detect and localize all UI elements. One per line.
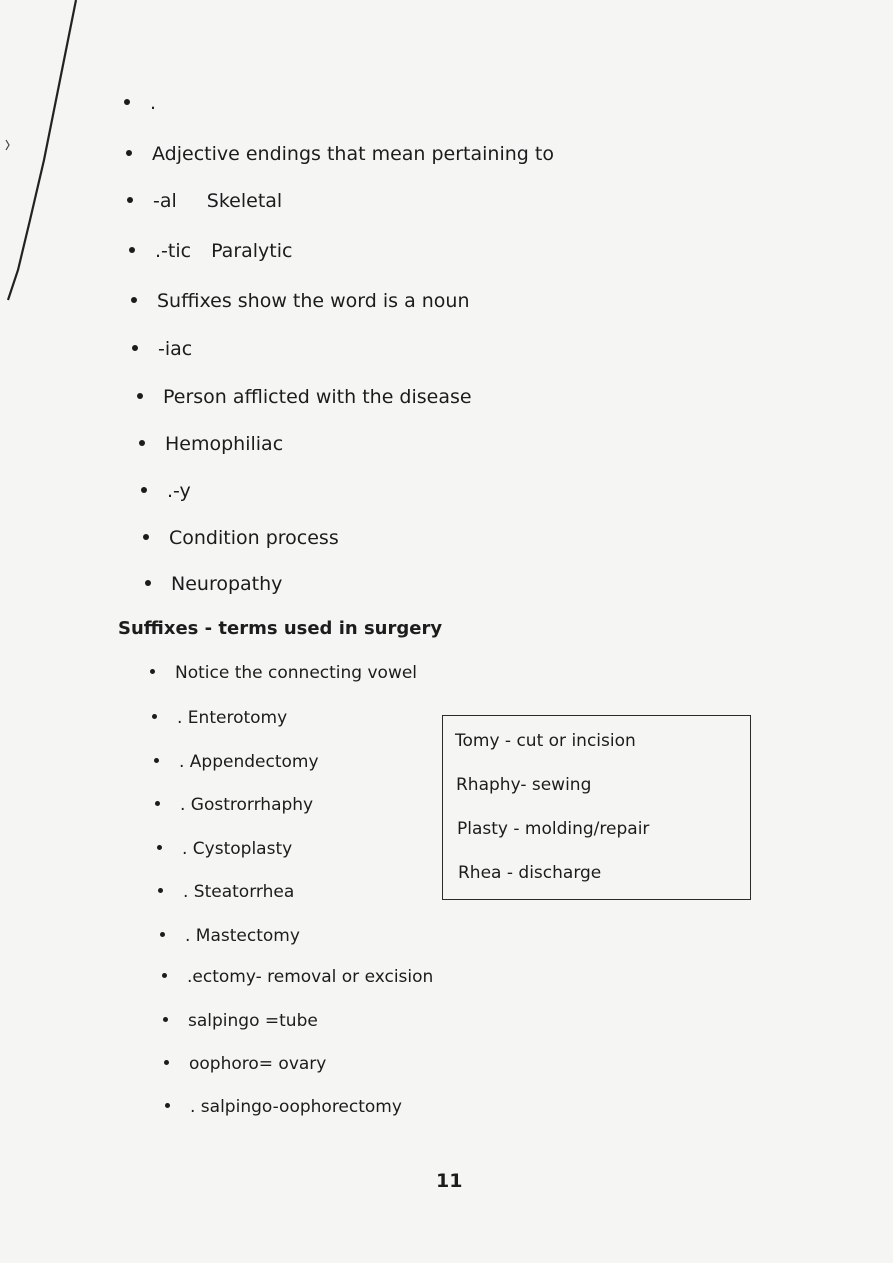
- bullet-icon: [137, 393, 143, 399]
- list-item: [158, 881, 294, 903]
- list-item-text: Hemophiliac: [165, 433, 284, 455]
- bullet-icon: [155, 801, 160, 806]
- list-item: [154, 751, 319, 773]
- bullet-icon: [139, 440, 145, 446]
- list-item: [139, 432, 283, 456]
- bullet-icon: [154, 758, 159, 763]
- list-item: [143, 526, 339, 550]
- list-item: [131, 289, 470, 313]
- list-item-text: .: [150, 92, 157, 114]
- list-item: [129, 239, 292, 263]
- list-item-text: . Steatorrhea: [183, 882, 295, 902]
- list-item: [141, 479, 191, 503]
- list-item-text: . Cystoplasty: [182, 839, 293, 859]
- list-item-text: . Mastectomy: [185, 926, 300, 946]
- list-item-text: Suffixes show the word is a noun: [157, 290, 470, 312]
- definition-box: [442, 715, 751, 900]
- suffix-example: Paralytic: [211, 240, 293, 262]
- definition-plasty: Plasty - molding/repair: [457, 819, 650, 839]
- page-number: 11: [436, 1170, 463, 1192]
- bullet-icon: [150, 669, 155, 674]
- bullet-icon: [131, 297, 137, 303]
- list-item-text: -iac: [158, 338, 193, 360]
- margin-pen-stroke: [0, 0, 90, 320]
- bullet-icon: [152, 714, 157, 719]
- bullet-icon: [141, 487, 147, 493]
- list-item-text: .-y: [167, 480, 191, 502]
- list-item: [124, 91, 156, 115]
- bullet-icon: [129, 247, 135, 253]
- list-item: [132, 337, 192, 361]
- list-item-text: oophoro= ovary: [189, 1054, 327, 1074]
- list-item-text: . salpingo-oophorectomy: [190, 1097, 402, 1117]
- bullet-icon: [164, 1060, 169, 1065]
- list-item-text: Notice the connecting vowel: [175, 663, 418, 683]
- list-item: [152, 707, 287, 729]
- list-item: [162, 966, 433, 988]
- definition-rhaphy: Rhaphy- sewing: [456, 775, 592, 795]
- bullet-icon: [162, 973, 167, 978]
- list-item: [165, 1096, 402, 1118]
- suffix-term: .-tic: [155, 240, 192, 262]
- suffix-term: -al: [153, 190, 177, 212]
- list-item-text: Adjective endings that mean pertaining to: [152, 143, 554, 165]
- list-item: [157, 838, 292, 860]
- definition-tomy: Tomy - cut or incision: [455, 731, 636, 751]
- definition-rhea: Rhea - discharge: [458, 863, 602, 883]
- list-item: [163, 1010, 318, 1032]
- bullet-icon: [160, 932, 165, 937]
- list-item: [155, 794, 313, 816]
- bullet-icon: [126, 150, 132, 156]
- bullet-icon: [158, 888, 163, 893]
- bullet-icon: [124, 99, 130, 105]
- list-item: [127, 189, 282, 213]
- list-item: [126, 142, 554, 166]
- suffix-example: Skeletal: [206, 190, 283, 212]
- list-item-text: . Gostrorrhaphy: [180, 795, 314, 815]
- bullet-icon: [163, 1017, 168, 1022]
- list-item: [150, 662, 417, 684]
- list-item: [145, 572, 282, 596]
- list-item-text: salpingo =tube: [188, 1011, 318, 1031]
- list-item-text: .ectomy- removal or excision: [187, 967, 434, 987]
- bullet-icon: [143, 534, 149, 540]
- list-item-text: Neuropathy: [171, 573, 283, 595]
- bullet-icon: [127, 197, 133, 203]
- list-item: [164, 1053, 326, 1075]
- list-item-text: Person afflicted with the disease: [163, 386, 472, 408]
- list-item: [137, 385, 472, 409]
- list-item-text: . Appendectomy: [179, 752, 319, 772]
- list-item-text: . Enterotomy: [177, 708, 288, 728]
- section-heading: Suffixes - terms used in surgery: [118, 618, 443, 639]
- bullet-icon: [165, 1103, 170, 1108]
- bullet-icon: [132, 345, 138, 351]
- bullet-icon: [145, 580, 151, 586]
- bullet-icon: [157, 845, 162, 850]
- list-item: [160, 925, 300, 947]
- list-item-text: Condition process: [169, 527, 339, 549]
